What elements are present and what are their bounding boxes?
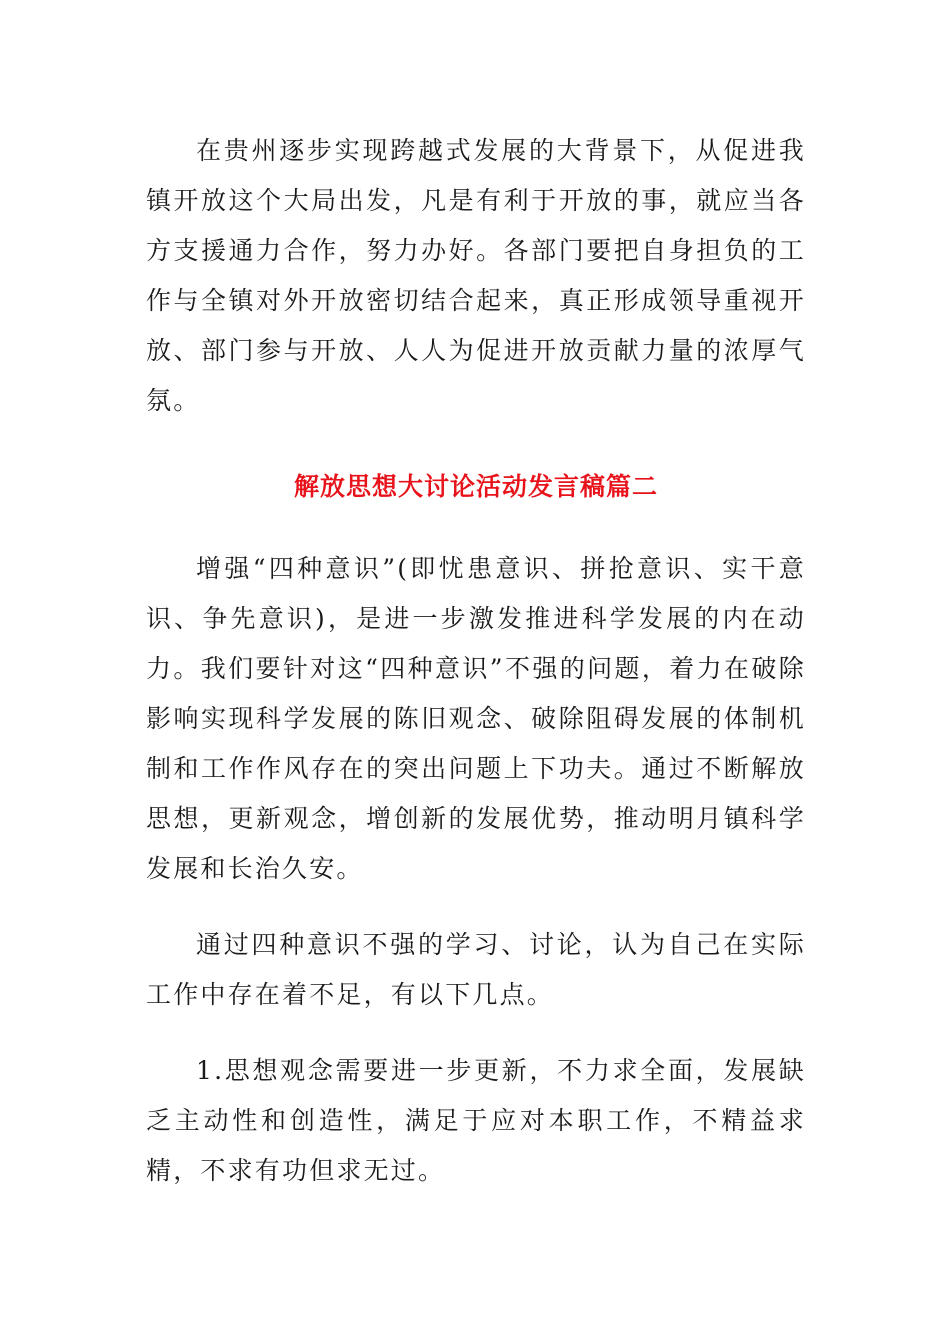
document-body: [146, 126, 806, 1196]
paragraph-four-awareness: 增强“四种意识”(即忧患意识、拼抢意识、实干意识、争先意识)，是进一步激发推进科学发展的内在动力。我们要针对这“四种意识”不强的问题，着力在破除影响实现科学发展的陈旧观念、破除阻碍发展的体制机制和工作作风存在的突出问题上下功夫。通过不断解放思想，更新观念，增创新的发展优势，推动明月镇科学发展和长治久安。: [146, 554, 806, 883]
paragraph-opening: 在贵州逐步实现跨越式发展的大背景下，从促进我镇开放这个大局出发，凡是有利于开放的事，就应当各方支援通力合作，努力办好。各部门要把自身担负的工作与全镇对外开放密切结合起来，真正形成领导重视开放、部门参与开放、人人为促进开放贡献力量的浓厚气氛。: [146, 136, 806, 415]
paragraph-shortcomings-intro: 通过四种意识不强的学习、讨论，认为自己在实际工作中存在着不足，有以下几点。: [146, 930, 806, 1009]
section-heading: 解放思想大讨论活动发言稿篇二: [293, 472, 658, 501]
paragraph-point-1: 1.思想观念需要进一步更新，不力求全面，发展缺乏主动性和创造性，满足于应对本职工作，不精益求精，不求有功但求无过。: [146, 1056, 806, 1185]
